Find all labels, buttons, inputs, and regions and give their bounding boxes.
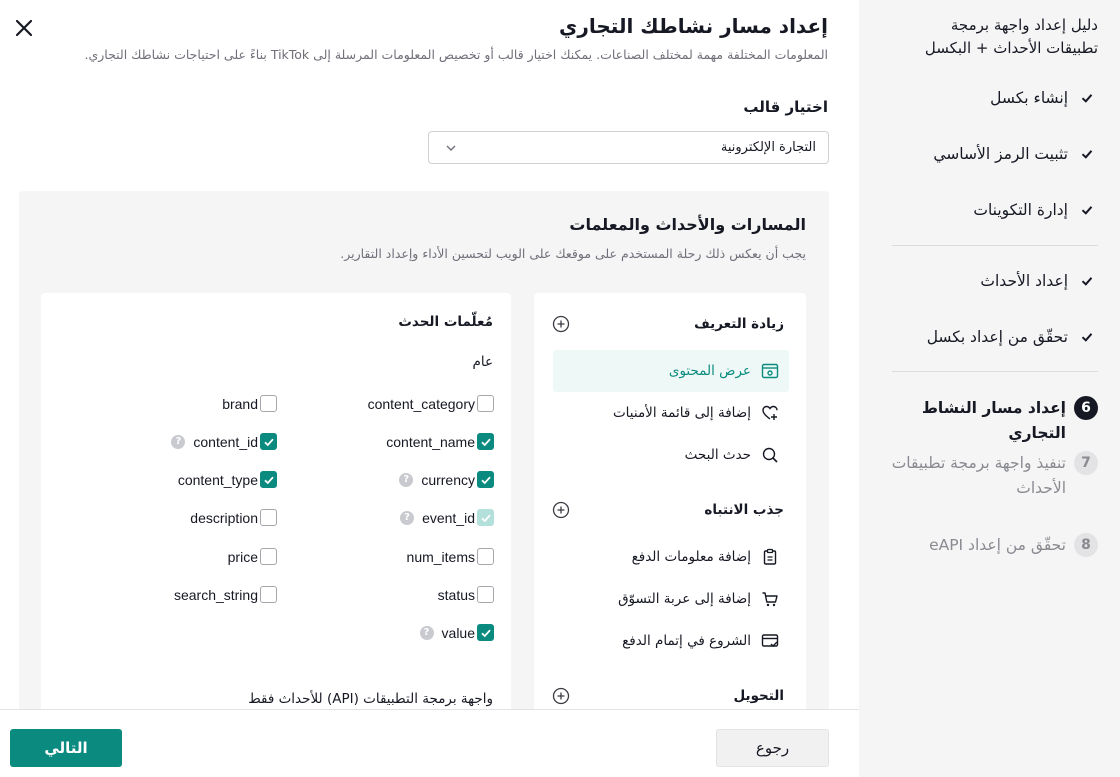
add-event-plus-icon[interactable] (552, 315, 570, 333)
setup-guide-sidebar (859, 0, 1120, 777)
checkmark-icon (480, 627, 492, 639)
event-item-view-content[interactable] (553, 350, 789, 392)
event-group-title: جذب الانتباه (704, 502, 784, 518)
param-label: brand (222, 395, 258, 412)
chevron-down-icon (445, 142, 457, 154)
guide-step[interactable] (890, 142, 1098, 167)
param-label: description (190, 509, 258, 526)
check-icon (1076, 199, 1098, 221)
help-icon[interactable]: ? (420, 626, 434, 640)
guide-step[interactable] (890, 325, 1098, 350)
param-label: content_id (193, 433, 258, 450)
param-price (228, 548, 277, 565)
param-checkbox (477, 509, 494, 526)
guide-step-label: تحقّق من إعداد eAPI (929, 536, 1066, 554)
param-label: content_category (367, 395, 475, 412)
param-content-id (171, 433, 277, 450)
param-brand (222, 395, 277, 412)
help-icon[interactable]: ? (400, 511, 414, 525)
guide-step[interactable] (890, 86, 1098, 111)
guide-step[interactable] (890, 198, 1098, 223)
param-num-items (407, 548, 494, 565)
page-title: إعداد مسار نشاطك التجاري (559, 14, 828, 38)
event-params-card (41, 293, 511, 711)
event-item-add-to-cart[interactable] (553, 578, 789, 620)
checkmark-icon (480, 474, 492, 486)
check-icon (1076, 143, 1098, 165)
param-checkbox[interactable] (260, 586, 277, 603)
checkout-card-icon (761, 632, 779, 650)
param-checkbox[interactable] (477, 624, 494, 641)
param-checkbox[interactable] (260, 395, 277, 412)
view-content-icon (761, 362, 779, 380)
guide-step-label: تحقّق من إعداد بكسل (926, 328, 1068, 346)
param-description (190, 509, 277, 526)
clipboard-icon (761, 548, 779, 566)
param-label: search_string (173, 586, 258, 603)
param-checkbox[interactable] (260, 509, 277, 526)
event-group-consideration (552, 501, 784, 519)
search-icon (761, 446, 779, 464)
param-checkbox[interactable] (260, 433, 277, 450)
step-number-badge: 7 (1074, 451, 1098, 475)
param-checkbox[interactable] (260, 548, 277, 565)
param-content-type (178, 471, 277, 488)
help-icon[interactable]: ? (399, 473, 413, 487)
param-label: currency (421, 471, 475, 488)
step-number-badge: 8 (1074, 533, 1098, 557)
param-checkbox[interactable] (477, 586, 494, 603)
section-title: المسارات والأحداث والمعلمات (569, 215, 806, 234)
funnel-section (19, 191, 829, 711)
event-item-label: إضافة إلى قائمة الأمنيات (612, 405, 751, 421)
step-number-badge: 6 (1074, 396, 1098, 420)
checkmark-icon (263, 436, 275, 448)
events-card (534, 293, 806, 711)
event-group-conversion (552, 687, 784, 705)
back-button[interactable]: رجوع (716, 729, 829, 767)
param-checkbox[interactable] (260, 471, 277, 488)
guide-divider (892, 245, 1098, 246)
param-checkbox[interactable] (477, 471, 494, 488)
template-label: اختيار قالب (743, 98, 828, 116)
guide-divider (892, 371, 1098, 372)
template-selected-value: التجارة الإلكترونية (720, 140, 816, 155)
event-item-label: حدث البحث (684, 447, 751, 463)
guide-step[interactable] (890, 396, 1098, 446)
event-item-label: إضافة معلومات الدفع (631, 549, 751, 565)
add-event-plus-icon[interactable] (552, 687, 570, 705)
event-item-search[interactable] (553, 434, 789, 476)
api-only-label: واجهة برمجة التطبيقات (API) للأحداث فقط (248, 691, 493, 707)
param-checkbox[interactable] (477, 548, 494, 565)
param-status (438, 586, 494, 603)
event-item-label: عرض المحتوى (668, 363, 751, 379)
param-currency (399, 471, 494, 488)
event-item-add-to-wishlist[interactable] (553, 392, 789, 434)
guide-step-label: إعداد مسار النشاط التجاري (921, 399, 1066, 442)
cart-icon (761, 590, 779, 608)
wishlist-heart-icon (761, 404, 779, 422)
check-icon (1076, 87, 1098, 109)
next-button[interactable]: التالي (10, 729, 122, 767)
param-content-name (386, 433, 494, 450)
template-select[interactable] (428, 131, 829, 164)
param-label: event_id (422, 509, 475, 526)
help-icon[interactable]: ? (171, 435, 185, 449)
add-event-plus-icon[interactable] (552, 501, 570, 519)
param-label: num_items (406, 548, 475, 565)
section-subtitle: يجب أن يعكس ذلك رحلة المستخدم على موقعك على الويب لتحسين الأداء وإعداد التقارير. (340, 246, 806, 261)
check-icon (1076, 270, 1098, 292)
param-event-id (400, 509, 494, 526)
param-content-category (368, 395, 494, 412)
check-icon (1076, 326, 1098, 348)
param-checkbox[interactable] (477, 433, 494, 450)
event-group-awareness (552, 315, 784, 333)
close-button[interactable] (12, 16, 36, 40)
close-icon (15, 19, 33, 37)
guide-step[interactable] (890, 269, 1098, 294)
params-general-label: عام (472, 354, 493, 370)
guide-step-label: إنشاء بكسل (990, 89, 1068, 107)
guide-step-label: إعداد الأحداث (980, 272, 1068, 290)
param-label: status (437, 586, 475, 603)
guide-step[interactable] (890, 451, 1098, 501)
param-value (420, 624, 494, 641)
param-checkbox[interactable] (477, 395, 494, 412)
event-item-add-payment-info[interactable] (553, 536, 789, 578)
event-group-title: زيادة التعريف (694, 316, 784, 332)
event-item-label: إضافة إلى عربة التسوّق (618, 591, 751, 607)
params-title: مُعلّمات الحدث (398, 314, 493, 330)
event-item-initiate-checkout[interactable] (553, 620, 789, 662)
checkmark-icon (480, 512, 492, 524)
page-subtitle: المعلومات المختلفة مهمة لمختلف الصناعات. يمكنك اختيار قالب أو تخصيص المعلومات المرسلة إلى TikTok بناءً على احتياجات نشاطك التجاري. (84, 47, 828, 62)
checkmark-icon (480, 436, 492, 448)
dialog-footer (0, 709, 859, 777)
param-label: value (441, 624, 475, 641)
guide-step-label: تثبيت الرمز الأساسي (933, 145, 1068, 163)
checkmark-icon (263, 474, 275, 486)
event-group-title: التحويل (733, 688, 784, 704)
guide-title: دليل إعداد واجهة برمجة تطبيقات الأحداث + البكسل (924, 16, 1098, 57)
param-label: content_type (177, 471, 258, 488)
guide-step-label: إدارة التكوينات (973, 201, 1068, 219)
guide-step[interactable] (890, 533, 1098, 558)
param-label: price (227, 548, 258, 565)
param-search-string (174, 586, 277, 603)
guide-step-label: تنفيذ واجهة برمجة تطبيقات الأحداث (891, 454, 1066, 497)
param-label: content_name (386, 433, 475, 450)
event-item-label: الشروع في إتمام الدفع (622, 633, 751, 649)
